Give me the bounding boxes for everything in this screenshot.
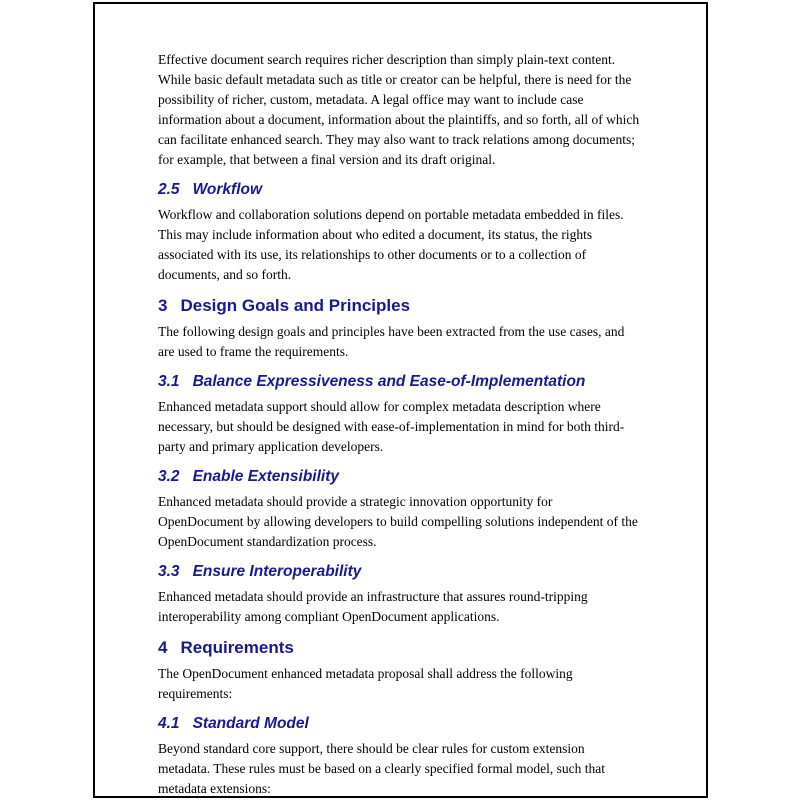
section-title: Enable Extensibility [192, 468, 339, 485]
section-number: 3 [158, 296, 168, 315]
section-number: 4 [158, 638, 168, 657]
section-title: Standard Model [192, 715, 309, 732]
section-paragraph-3: The following design goals and principles have been extracted from the use cases, and are used to frame the requirements. [158, 324, 625, 359]
section-heading-3-1 [158, 372, 640, 391]
section-title: Requirements [180, 638, 294, 657]
section-heading-3-2 [158, 467, 640, 486]
section-paragraph-3-2: Enhanced metadata should provide a strategic innovation opportunity for OpenDocument by allowing developers to build compelling solutions independent of the OpenDocument standardization process. [158, 494, 638, 549]
section-heading-2-5 [158, 180, 640, 199]
section-number: 2.5 [158, 181, 180, 198]
section-title: Design Goals and Principles [180, 296, 411, 315]
section-paragraph-4: The OpenDocument enhanced metadata proposal shall address the following requirements: [158, 666, 573, 701]
section-heading-4 [158, 637, 640, 658]
section-number: 3.2 [158, 468, 180, 485]
section-paragraph-4-1: Beyond standard core support, there should be clear rules for custom extension metadata. These rules must be based on a clearly specified formal model, such that metadata extensions: [158, 741, 605, 796]
section-paragraph-3-3: Enhanced metadata should provide an infrastructure that assures round-tripping interoperability among compliant OpenDocument applications. [158, 589, 588, 624]
section-paragraph-2-5: Workflow and collaboration solutions depend on portable metadata embedded in files. This may include information about who edited a document, its status, the rights associated with its use, its relationships to other documents or to a collection of documents, and so forth. [158, 207, 624, 282]
section-heading-3 [158, 295, 640, 316]
section-title: Ensure Interoperability [192, 563, 362, 580]
section-heading-4-1 [158, 714, 640, 733]
section-number: 3.3 [158, 563, 180, 580]
section-heading-3-3 [158, 562, 640, 581]
section-number: 4.1 [158, 715, 180, 732]
section-title: Balance Expressiveness and Ease-of-Implementation [192, 373, 586, 390]
intro-paragraph: Effective document search requires richer description than simply plain-text content. While basic default metadata such as title or creator can be helpful, there is need for the possibility of richer, custom, metadata. A legal office may want to include case information about a document, information about the plaintiffs, and so forth, all of which can facilitate enhanced search. They may also want to track relations among documents; for example, that between a final version and its draft original. [158, 52, 640, 167]
section-number: 3.1 [158, 373, 180, 390]
section-title: Workflow [192, 181, 263, 198]
document-content [158, 50, 640, 799]
section-paragraph-3-1: Enhanced metadata support should allow for complex metadata description where necessary, but should be designed with ease-of-implementation in mind for both third-party and primary application developers. [158, 399, 625, 454]
